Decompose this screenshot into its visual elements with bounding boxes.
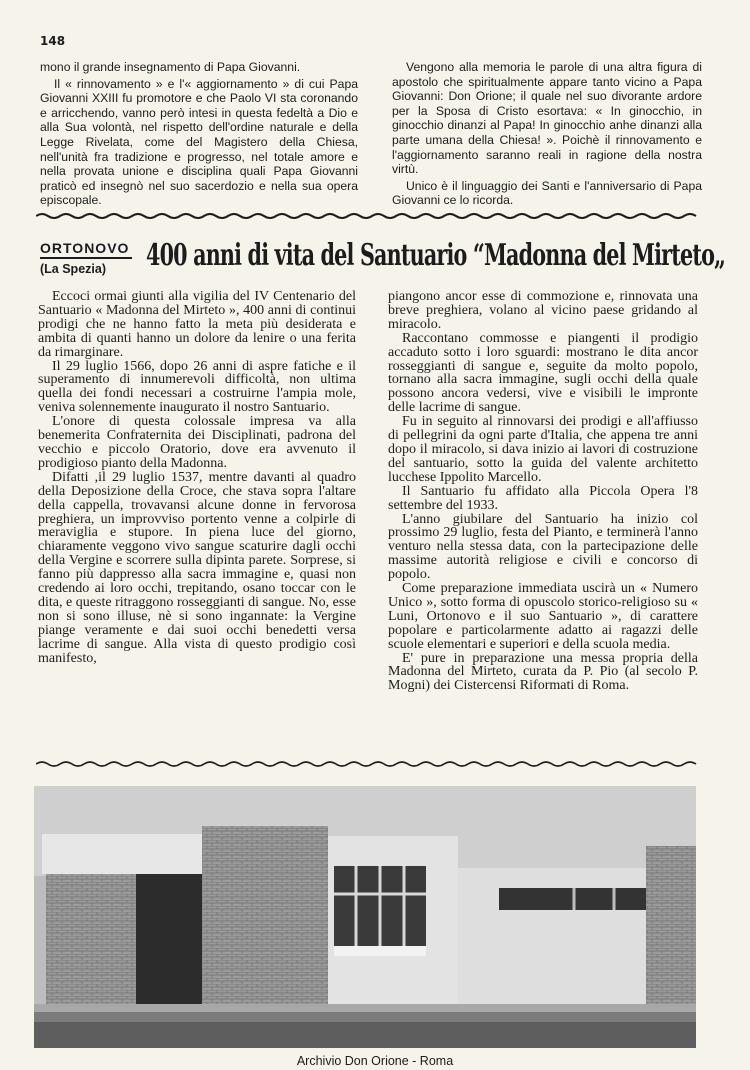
article-paragraph: Come preparazione immediata uscirà un « Numero Unico », sotto forma di opuscolo storico-religioso su « Luni, Ortonovo e il suo Santuario », di carattere popolare e particolarmente adatto ai ragazzi delle scuole elementari e superiori e della scuola media. [388, 581, 698, 652]
intro-left-paragraph: Il « rinnovamento » e l'« aggiornamento » di cui Papa Giovanni XXIII fu promotore e che Paolo VI sta coronando e arricchendo, vanno però intesi in questa fedeltà a Dio e alla Sua volontà, nel rispetto dell'ordine naturale e della Legge Rivelata, come del Magistero della Chiesa, nell'unità fra tradizione e progresso, nel totale amore e nella provata unione e disciplina quali Papa Giovanni praticò ed insegnò nel suo sacerdozio e nella sua opera episcopale. [40, 76, 358, 208]
location-province: (La Spezia) [40, 262, 106, 276]
intro-right-paragraph: Unico è il linguaggio dei Santi e l'anniversario di Papa Giovanni ce lo ricorda. [392, 178, 702, 208]
intro-left-column [40, 60, 358, 210]
intro-right-paragraph: Vengono alla memoria le parole di una altra figura di apostolo che spiritualmente appare tanto vicino a Papa Giovanni: Don Orione; il quale nel suo divorante ardore per la Sposa di Cristo esortava: « In ginocchio, in ginocchio dinanzi al Papa! In ginocchio anhe dinanzi alla parte umana della Chiesa! ». Poichè il rinnovamento e l'aggiornamento saranno reali in ragione della nostra virtù. [392, 60, 702, 177]
brick-wall-center [202, 826, 328, 1011]
brick-wall-right [646, 846, 696, 1011]
article-paragraph: Il Santuario fu affidato alla Piccola Opera l'8 settembre del 1933. [388, 483, 698, 513]
recessed-entry [136, 874, 206, 1004]
article-paragraph: Difatti ,il 29 luglio 1537, mentre davanti al quadro della Deposizione della Croce, che stava sopra l'altare della cappella, trovavansi alcune donne in fervorosa preghiera, un improvviso portento venne a colpirle di meraviglia e stupore. In piena luce del giorno, chiaramente veggono vivo sangue scaturire dagli occhi della Vergine e scorrere sulla dipinta parete. Sorprese, si fanno più dappresso alla sacra immagine e, quasi non credendo ai loro occhi, trepitando, osano toccar con le dita, e queste ritraggono rosseggianti di sangue. No, esse non si sono illuse, nè si sono ingannate: la Vergine piange veramente e dai suoi occhi benedetti versa lacrime di sangue. Alla vista di questo prodigio così manifesto, [38, 469, 356, 666]
wavy-divider [36, 760, 700, 768]
article-paragraph: Raccontano commosse e piangenti il prodigio accaduto sotto i loro sguardi: mostrano le dita ancor rosseggianti di sangue e, seguite da molto popolo, tornano alla sacra immagine, sugli occhi della quale possono ancora vedersi, vive e visibili le impronte delle lacrime di sangue. [388, 330, 698, 416]
article-paragraph: Eccoci ormai giunti alla vigilia del IV Centenario del Santuario « Madonna del Mirteto », 400 anni di continui prodigi che ne hanno fatto la meta più desiderata e ambita di quanti hanno un dolore da lenire o una ferita da rimarginare. [38, 289, 356, 360]
article-right-column [388, 290, 698, 693]
article-headline: 400 anni di vita del Santuario “Madonna del Mirteto„ [146, 238, 726, 273]
article-left-column [38, 290, 356, 665]
article-paragraph: E' pure in preparazione una messa propria della Madonna del Mirteto, curata da P. Pio (al secolo P. Mogni) dei Cistercensi Riformati di Roma. [388, 650, 698, 694]
brick-wall-left [46, 874, 136, 1004]
article-paragraph: L'anno giubilare del Santuario ha inizio col prossimo 29 luglio, festa del Pianto, e terminerà l'anno venturo nella stessa data, con la partecipazione delle massime autorità religiose e civili e concorso di popolo. [388, 511, 698, 583]
wavy-divider [36, 212, 700, 220]
article-paragraph: Fu in seguito al rinnovarsi dei prodigi e all'affiusso di pellegrini da ogni parte d'Italia, che appena tre anni dopo il miracolo, si dava inizio ai lavori di costruzione del santuario, sotto la guida del valente architetto lucchese Ippolito Marcello. [388, 414, 698, 485]
roof-slab-left [42, 834, 202, 874]
page-number: 148 [40, 34, 66, 48]
intro-right-column [392, 60, 702, 210]
photo-caption: Archivio Don Orione - Roma [296, 1054, 454, 1068]
building-photo [34, 786, 696, 1048]
article-paragraph: piangono ancor esse di commozione e, rinnovata una breve preghiera, volano al vicino paese gridando al miracolo. [388, 289, 698, 332]
article-paragraph: L'onore di questa colossale impresa va alla benemerita Confraternita dei Disciplinati, padrona del vecchio e piccolo Oratorio, dove era avvenuto il prodigioso pianto della Madonna. [38, 414, 356, 471]
article-location [40, 240, 132, 276]
article-paragraph: Il 29 luglio 1566, dopo 26 anni di aspre fatiche e il superamento di innumerevoli difficoltà, non ultima quella dei fondi necessari a costruirne l'ampia mole, veniva solennemente inaugurato il nostro Santuario. [38, 358, 356, 416]
location-town: ORTONOVO [40, 240, 132, 259]
intro-left-paragraph: mono il grande insegnamento di Papa Giovanni. [40, 60, 301, 74]
